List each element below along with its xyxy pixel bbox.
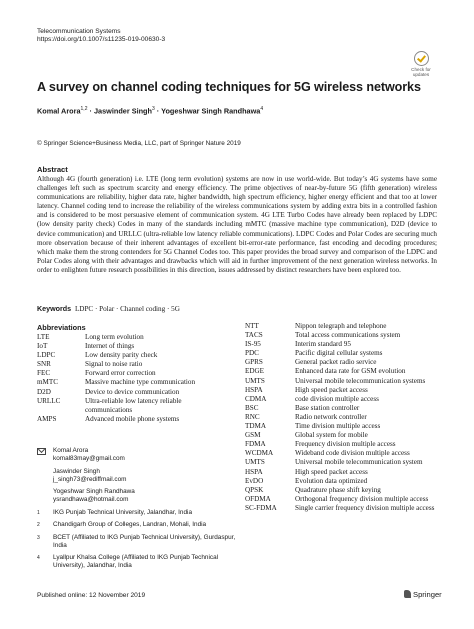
abbreviation-term: BSC bbox=[245, 403, 259, 412]
author-name: Yogeshwar Singh Randhawa bbox=[161, 106, 261, 116]
abbreviation-term: TDMA bbox=[245, 422, 267, 431]
check-updates-icon bbox=[414, 51, 429, 66]
abbreviation-term: D2D bbox=[37, 387, 51, 396]
abbreviation-term: LDPC bbox=[37, 351, 56, 360]
abbreviation-term: SNR bbox=[37, 360, 51, 369]
abbreviation-term: OFDMA bbox=[245, 494, 271, 503]
published-date: Published online: 12 November 2019 bbox=[37, 592, 146, 599]
affiliation-text: Chandigarh Group of Colleges, Landran, Mohali, India bbox=[53, 521, 207, 529]
abbreviation-term: NTT bbox=[245, 322, 259, 330]
abbreviation-row bbox=[245, 404, 445, 413]
abbreviation-term: mMTC bbox=[37, 378, 59, 387]
abbreviation-description: Interim standard 95 bbox=[295, 340, 351, 349]
abbreviation-term: GSM bbox=[245, 431, 261, 440]
abbreviation-description: Evolution data optimized bbox=[295, 476, 368, 485]
abbreviation-term: HSPA bbox=[245, 385, 263, 394]
abbreviation-term: FDMA bbox=[245, 440, 266, 449]
affiliation-number: 3 bbox=[37, 534, 40, 541]
publisher-name: Springer bbox=[413, 590, 442, 599]
abbreviation-row bbox=[245, 367, 445, 376]
abbreviation-description: High speed packet access bbox=[295, 467, 368, 476]
abbreviation-row bbox=[245, 322, 445, 331]
abbreviation-term: QPSK bbox=[245, 485, 264, 494]
affiliation-item bbox=[37, 521, 237, 529]
abbreviation-term: WCDMA bbox=[245, 449, 274, 458]
keywords bbox=[37, 305, 180, 313]
abbreviation-term: PDC bbox=[245, 349, 259, 358]
corr-author-email[interactable]: j_singh73@rediffmail.com bbox=[53, 475, 127, 483]
abbreviation-row bbox=[37, 378, 227, 387]
abbreviation-term: UMTS bbox=[245, 376, 265, 385]
abbreviation-row bbox=[245, 340, 445, 349]
correspondence-block bbox=[37, 447, 237, 509]
abbreviation-description: Low density parity check bbox=[85, 351, 158, 360]
author-separator: · bbox=[89, 106, 92, 116]
abbreviation-description: Advanced mobile phone systems bbox=[85, 414, 180, 423]
abbreviation-row bbox=[37, 333, 227, 342]
abbreviation-description: Massive machine type communication bbox=[85, 378, 196, 387]
author-list bbox=[37, 106, 263, 115]
corr-author-email[interactable]: ysrandhawa@hotmail.com bbox=[53, 496, 129, 504]
copyright-notice: © Springer Science+Business Media, LLC, part of Springer Nature 2019 bbox=[37, 140, 241, 147]
affiliation-number: 4 bbox=[37, 555, 40, 562]
abbreviation-term: RNC bbox=[245, 412, 260, 421]
abbreviation-description: code division multiple access bbox=[295, 394, 379, 403]
affiliation-number: 1 bbox=[37, 510, 40, 516]
journal-name: Telecommunication Systems bbox=[37, 28, 121, 35]
abbreviation-row bbox=[245, 458, 445, 467]
abbreviation-term: EDGE bbox=[245, 367, 265, 376]
abbreviations-right-column bbox=[245, 322, 445, 513]
abbreviation-row bbox=[245, 386, 445, 395]
abstract-heading: Abstract bbox=[37, 165, 68, 174]
doi-link[interactable]: https://doi.org/10.1007/s11235-019-00630-3 bbox=[37, 36, 166, 44]
keywords-text: LDPC · Polar · Channel coding · 5G bbox=[74, 305, 180, 313]
springer-horse-icon bbox=[404, 590, 411, 598]
affiliation-item bbox=[37, 534, 237, 551]
abbreviation-description: Signal to noise ratio bbox=[85, 360, 143, 369]
abbreviation-row bbox=[245, 422, 445, 431]
affiliation-number: 2 bbox=[37, 522, 40, 529]
abbreviation-description: Base station controller bbox=[295, 403, 360, 412]
abbreviation-term: URLLC bbox=[37, 396, 61, 405]
abbreviation-description: Total access communications system bbox=[295, 331, 401, 340]
author-name: Jaswinder Singh bbox=[93, 106, 152, 116]
keywords-label: Keywords bbox=[37, 305, 72, 313]
abbreviation-description: Orthogonal frequency division multiple access bbox=[295, 494, 429, 503]
affiliation-text: IKG Punjab Technical University, Jalandhar, India bbox=[53, 509, 193, 516]
abbreviation-term: IoT bbox=[37, 342, 48, 351]
abbreviation-description: Single carrier frequency division multiple access bbox=[295, 503, 435, 512]
affiliations-block bbox=[37, 509, 237, 575]
abbreviation-row bbox=[245, 431, 445, 440]
corr-author-email[interactable]: komal83may@gmail.com bbox=[53, 455, 125, 463]
abbreviation-description: Quadrature phase shift keying bbox=[295, 485, 381, 494]
abbreviation-description: Radio network controller bbox=[295, 412, 367, 421]
author-affil-sup: 4 bbox=[260, 106, 264, 112]
abbreviation-row bbox=[245, 377, 445, 386]
abbreviation-term: AMPS bbox=[37, 414, 57, 423]
corr-author-name: Yogeshwar Singh Randhawa bbox=[53, 488, 135, 496]
abbreviation-description: Frequency division multiple access bbox=[295, 440, 396, 449]
abbreviation-term: TACS bbox=[245, 331, 263, 340]
abbreviation-description: Ultra-reliable low latency reliable communications bbox=[85, 396, 182, 414]
abbreviation-term: CDMA bbox=[245, 394, 267, 403]
abbreviation-description: Forward error correction bbox=[85, 369, 156, 378]
abbreviation-description: Wideband code division multiple access bbox=[295, 449, 410, 458]
abbreviation-row bbox=[37, 360, 227, 369]
abbreviation-term: IS-95 bbox=[245, 340, 261, 349]
author-separator: · bbox=[156, 106, 160, 116]
abbreviation-row bbox=[37, 351, 227, 360]
abbreviation-row bbox=[37, 397, 227, 415]
author-name: Komal Arora bbox=[37, 106, 81, 116]
abbreviation-row bbox=[245, 477, 445, 486]
affiliation-text: BCET (Affiliated to IKG Punjab Technical University), Gurdaspur, India bbox=[53, 533, 236, 549]
abbreviation-description: Internet of things bbox=[85, 342, 135, 351]
abbreviation-row bbox=[245, 468, 445, 477]
corr-author-name: Komal Arora bbox=[53, 447, 89, 454]
abbreviations-left-column bbox=[37, 333, 227, 424]
abbreviation-row bbox=[245, 395, 445, 404]
journal-header bbox=[37, 28, 165, 45]
abbreviation-row bbox=[245, 358, 445, 367]
publisher-logo bbox=[404, 590, 442, 599]
abbreviation-row bbox=[37, 342, 227, 351]
abbreviation-row bbox=[245, 440, 445, 449]
abbreviations-heading: Abbreviations bbox=[37, 323, 86, 332]
author-affil-sup: 1,2 bbox=[80, 106, 88, 112]
abbreviation-description: Enhanced data rate for GSM evolution bbox=[295, 367, 406, 376]
abbreviation-term: EvDO bbox=[245, 476, 264, 485]
abbreviation-description: Long term evolution bbox=[85, 333, 144, 341]
abbreviation-description: Universal mobile telecommunication systems bbox=[295, 376, 426, 385]
check-for-updates-badge[interactable] bbox=[406, 51, 436, 77]
abbreviation-row bbox=[245, 349, 445, 358]
abbreviation-row bbox=[245, 449, 445, 458]
envelope-icon bbox=[37, 448, 46, 455]
affiliation-item bbox=[37, 509, 237, 517]
abbreviation-row bbox=[245, 413, 445, 422]
abbreviation-term: SC-FDMA bbox=[245, 503, 277, 512]
abbreviation-description: Time division multiple access bbox=[295, 422, 381, 431]
abbreviation-description: General packet radio service bbox=[295, 358, 377, 367]
abbreviation-row bbox=[37, 415, 227, 424]
abbreviation-description: Device to device communication bbox=[85, 387, 180, 396]
abbreviation-term: HSPA bbox=[245, 467, 263, 476]
abbreviation-row bbox=[245, 504, 445, 513]
abbreviation-row bbox=[245, 495, 445, 504]
check-updates-label: Check for updates bbox=[411, 67, 431, 77]
article-title: A survey on channel coding techniques for 5G wireless networks bbox=[37, 80, 421, 94]
abbreviation-description: Universal mobile telecommunication system bbox=[295, 458, 423, 467]
abbreviation-term: FEC bbox=[37, 369, 51, 378]
abbreviation-row bbox=[245, 331, 445, 340]
abbreviation-description: Global system for mobile bbox=[295, 431, 368, 440]
abbreviation-row bbox=[245, 486, 445, 495]
abbreviation-description: Nippon telegraph and telephone bbox=[295, 322, 387, 330]
affiliation-item bbox=[37, 554, 237, 571]
abbreviation-row bbox=[37, 388, 227, 397]
abbreviation-term: LTE bbox=[37, 333, 50, 341]
abbreviation-description: High speed packet access bbox=[295, 385, 368, 394]
affiliation-text: Lyallpur Khalsa College (Affiliated to IKG Punjab Technical University), Jalandhar, India bbox=[53, 554, 219, 570]
corr-author-name: Jaswinder Singh bbox=[53, 467, 100, 475]
author-affil-sup: 3 bbox=[151, 106, 155, 112]
abbreviation-description: Pacific digital cellular systems bbox=[295, 349, 383, 358]
abstract-text: Although 4G (fourth generation) i.e. LTE (long term evolution) systems are now in use world-wide. But today’s 4G systems have some challenges left such as spectrum scarcity and energy efficiency. The prime objectives of near-by-future 5G (fifth generation) wireless communications are reliability, higher data rate, higher bandwidth, high spectrum efficiency, higher energy efficient and that too at lower latency. Channel coding tend to increase the reliability of the wireless communications system by adding extra bits in a controlled fashion and is considered to be most persuasive element of communication system. 4G LTE Turbo Codes have already been replaced by LDPC (low density parity check) Codes in many of the standards including mMTC (massive machine type communication), D2D (device to device communication) and URLLC (ultra-reliable low latency reliable communications). LDPC Codes and Polar Codes are securing much more observation because of their inherent advantages of excellent bit-error-rate performance, fast encoding and decoding procedures; which make them the strong contenders for 5G Channel Codes too. This paper provides the broad survey and comparison of the LDPC and Polar Codes along with their advantages and drawbacks which will aid in further improvement of the next generation wireless networks. In order to enlighten future research possibilities in this direction, issues addressed by distinct researchers have been explored too. bbox=[37, 175, 437, 274]
abbreviation-term: GPRS bbox=[245, 358, 263, 367]
abbreviation-term: UMTS bbox=[245, 458, 265, 467]
abbreviation-row bbox=[37, 369, 227, 378]
